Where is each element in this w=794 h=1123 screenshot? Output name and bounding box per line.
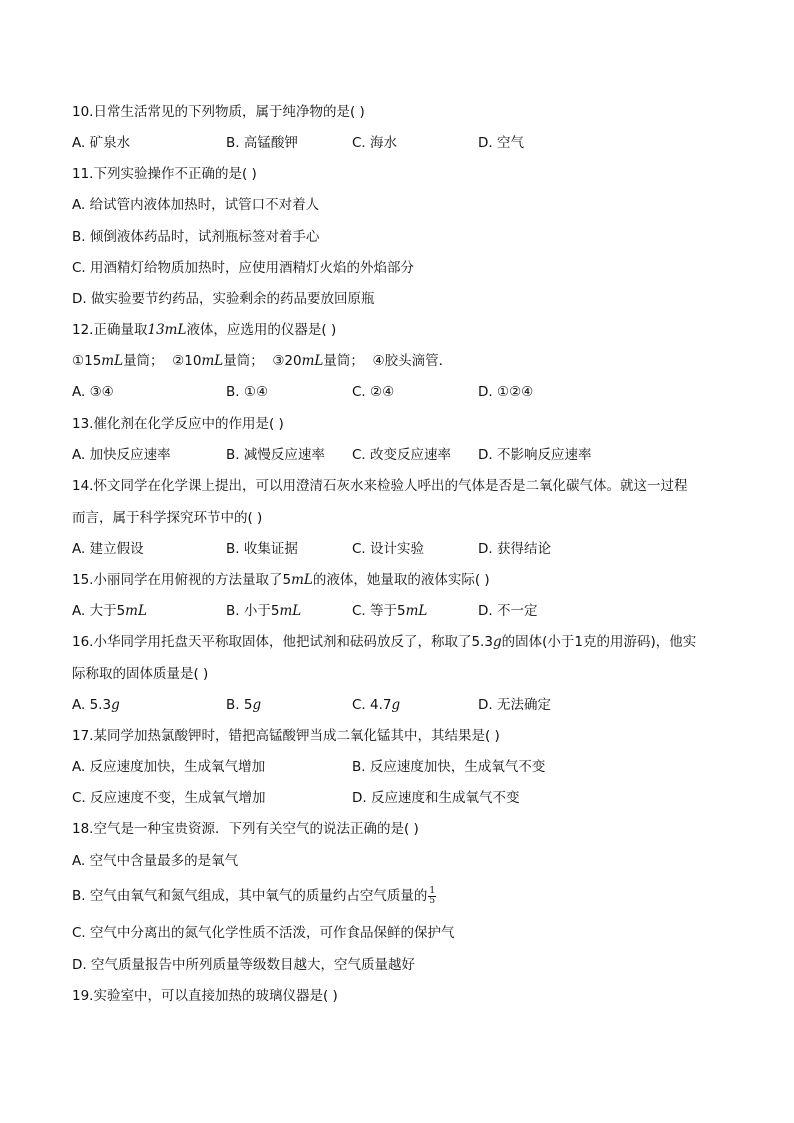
q15-option-c: C. 等于5mL xyxy=(352,603,428,619)
q12-instrument-list: ①15mL量筒； ②10mL量筒； ③20mL量筒； ④胶头滴管． xyxy=(72,353,453,369)
q15-option-d: D. 不一定 xyxy=(478,603,538,619)
q11-option-b: B. 倾倒液体药品时，试剂瓶标签对着手心 xyxy=(72,229,320,245)
q12-option-c: C. ②④ xyxy=(352,384,395,400)
question-18-stem: 18.空气是一种宝贵资源．下列有关空气的说法正确的是( ) xyxy=(72,821,419,837)
q18-option-c: C. 空气中分离出的氮气化学性质不活泼，可作食品保鲜的保护气 xyxy=(72,925,455,941)
q15-option-a: A. 大于5mL xyxy=(72,603,147,619)
q16-option-b: B. 5g xyxy=(226,697,262,713)
q10-option-d: D. 空气 xyxy=(478,135,524,151)
q16-option-c: C. 4.7g xyxy=(352,697,401,713)
q14-option-a: A. 建立假设 xyxy=(72,541,144,557)
q18-option-b: B. 空气由氧气和氮气组成，其中氧气的质量约占空气质量的 $\frac{1}{5}$ xyxy=(72,885,436,906)
q17-option-b: B. 反应速度加快，生成氧气不变 xyxy=(352,759,546,775)
q10-option-c: C. 海水 xyxy=(352,135,398,151)
question-14-stem-line1: 14.怀文同学在化学课上提出，可以用澄清石灰水来检验人呼出的气体是否是二氧化碳气体。就这一过程 xyxy=(72,478,688,494)
question-17-stem: 17.某同学加热氯酸钾时，错把高锰酸钾当成二氧化锰其中，其结果是( ) xyxy=(72,728,500,744)
question-11-stem: 11.下列实验操作不正确的是( ) xyxy=(72,166,257,182)
question-10-stem: 10.日常生活常见的下列物质，属于纯净物的是( ) xyxy=(72,104,365,120)
q11-option-c: C. 用酒精灯给物质加热时，应使用酒精灯火焰的外焰部分 xyxy=(72,260,415,276)
q14-option-b: B. 收集证据 xyxy=(226,541,298,557)
q17-option-c: C. 反应速度不变，生成氧气增加 xyxy=(72,790,266,806)
q11-option-d: D. 做实验要节约药品，实验剩余的药品要放回原瓶 xyxy=(72,291,375,307)
q15-option-b: B. 小于5mL xyxy=(226,603,302,619)
q11-option-a: A. 给试管内液体加热时，试管口不对着人 xyxy=(72,197,320,213)
q13-option-d: D. 不影响反应速率 xyxy=(478,447,592,463)
q18-option-d: D. 空气质量报告中所列质量等级数目越大，空气质量越好 xyxy=(72,957,415,973)
q13-option-c: C. 改变反应速率 xyxy=(352,447,452,463)
question-19-stem: 19.实验室中，可以直接加热的玻璃仪器是( ) xyxy=(72,988,338,1004)
q12-option-b: B. ①④ xyxy=(226,384,269,400)
q18-option-a: A. 空气中含量最多的是氧气 xyxy=(72,853,239,869)
q10-option-a: A. 矿泉水 xyxy=(72,135,131,151)
one-fifth-fraction: $\frac{1}{5}$ xyxy=(429,885,436,906)
q16-option-d: D. 无法确定 xyxy=(478,697,551,713)
question-14-stem-line2: 而言，属于科学探究环节中的( ) xyxy=(72,510,263,526)
question-16-stem-line1: 16.小华同学用托盘天平称取固体，他把试剂和砝码放反了，称取了5.3g的固体(小于1克的用游码)，他实 xyxy=(72,634,697,650)
q14-option-c: C. 设计实验 xyxy=(352,541,425,557)
q17-option-a: A. 反应速度加快，生成氧气增加 xyxy=(72,759,266,775)
question-15-stem: 15.小丽同学在用俯视的方法量取了5mL的液体，她量取的液体实际( ) xyxy=(72,572,490,588)
question-12-stem: 12.正确量取13mL液体，应选用的仪器是( ) xyxy=(72,322,337,338)
q14-option-d: D. 获得结论 xyxy=(478,541,551,557)
q17-option-d: D. 反应速度和生成氧气不变 xyxy=(352,790,520,806)
q10-option-b: B. 高锰酸钾 xyxy=(226,135,298,151)
q12-option-a: A. ③④ xyxy=(72,384,114,400)
question-16-stem-line2: 际称取的固体质量是( ) xyxy=(72,666,209,682)
q16-option-a: A. 5.3g xyxy=(72,697,120,713)
q12-option-d: D. ①②④ xyxy=(478,384,534,400)
q13-option-a: A. 加快反应速率 xyxy=(72,447,171,463)
q13-option-b: B. 减慢反应速率 xyxy=(226,447,325,463)
question-13-stem: 13.催化剂在化学反应中的作用是( ) xyxy=(72,416,284,432)
